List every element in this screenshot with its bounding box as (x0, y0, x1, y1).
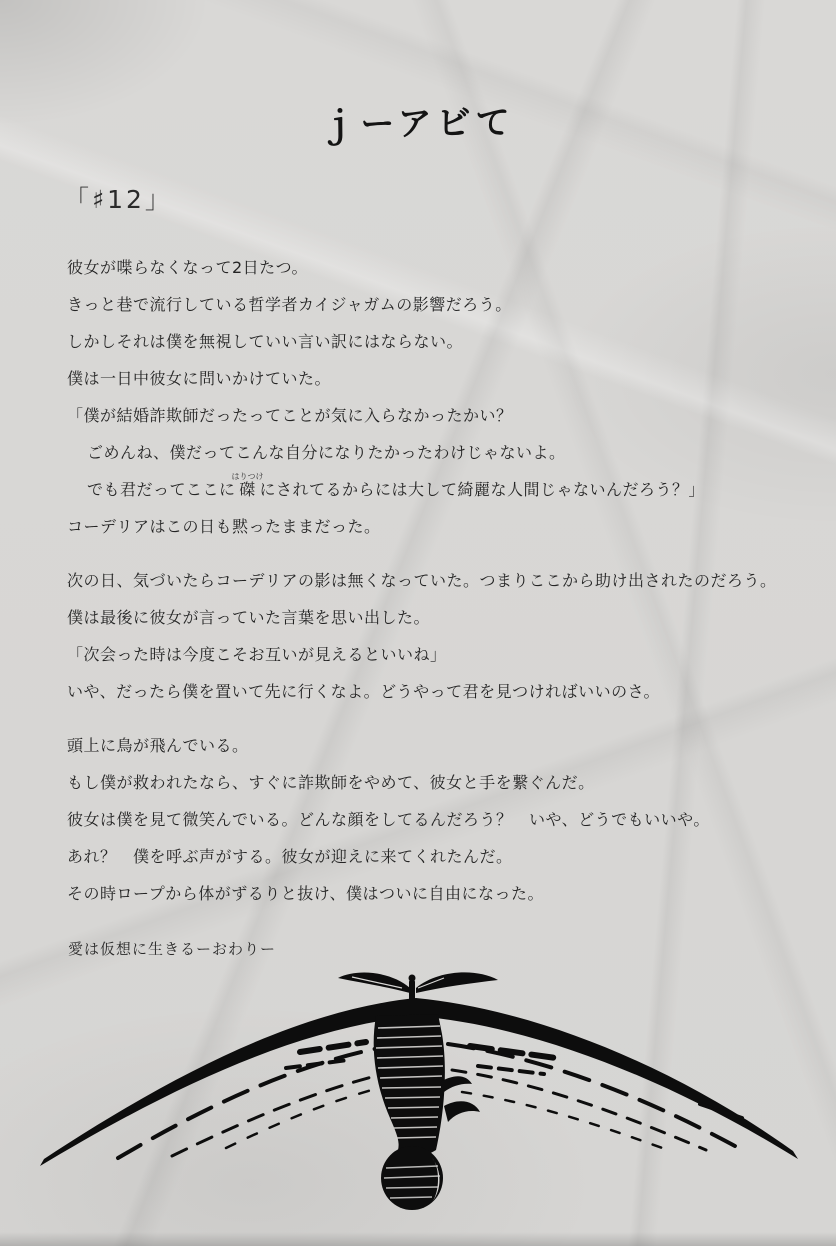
title-logo: ｊーアビて (321, 102, 515, 146)
story-line: いや、だったら僕を置いて先に行くなよ。どうやって君を見つければいいのさ。 (67, 682, 661, 701)
story-line: 頭上に鳥が飛んでいる。 (67, 736, 249, 755)
story-line: その時ロープから体がずるりと抜け、僕はついに自由になった。 (67, 884, 545, 903)
story-line: 次の日、気づいたらコーデリアの影は無くなっていた。つまりここから助け出されたのだろう。 (67, 571, 777, 590)
story-line: ごめんね、僕だってこんな自分になりたかったわけじゃないよ。 (87, 443, 566, 462)
hanged-figure (374, 1014, 480, 1210)
story-line: もし僕が救われたなら、すぐに詐欺師をやめて、彼女と手を繋ぐんだ。 (67, 773, 595, 792)
story-line: 僕は最後に彼女が言っていた言葉を思い出した。 (67, 608, 431, 627)
story-line: 「次会った時は今度こそお互いが見えるといいね」 (67, 645, 447, 664)
story-text (67, 249, 812, 929)
story-paragraph (67, 249, 812, 545)
story-paragraph (67, 727, 812, 912)
hanged-figure-illustration (0, 966, 836, 1246)
story-line: 「僕が結婚詐欺師だったってことが気に入らなかったかい？ (67, 406, 513, 425)
story-line: あれ？ 僕を呼ぶ声がする。彼女が迎えに来てくれたんだ。 (67, 847, 513, 866)
story-paragraph (67, 562, 812, 710)
chapter-heading: 「♯12」 (64, 185, 173, 214)
story-line: 彼女が喋らなくなって2日たつ。 (67, 258, 309, 277)
story-line: 彼女は僕を見て微笑んでいる。どんな顔をしてるんだろう？ いや、どうでもいいや。 (67, 810, 710, 829)
story-line: 僕は一日中彼女に問いかけていた。 (67, 369, 332, 388)
ending-line: 愛は仮想に生きるーおわりー (68, 940, 277, 958)
story-line: しかしそれは僕を無視していい言い訳にはならない。 (67, 332, 464, 351)
story-line: コーデリアはこの日も黙ったままだった。 (67, 517, 381, 536)
story-line: でも君だってここに磔はりつけにされてるからには大して綺麗な人間じゃないんだろう？」 (87, 472, 706, 499)
story-line: きっと巷で流行している哲学者カイジャガムの影響だろう。 (67, 295, 512, 314)
